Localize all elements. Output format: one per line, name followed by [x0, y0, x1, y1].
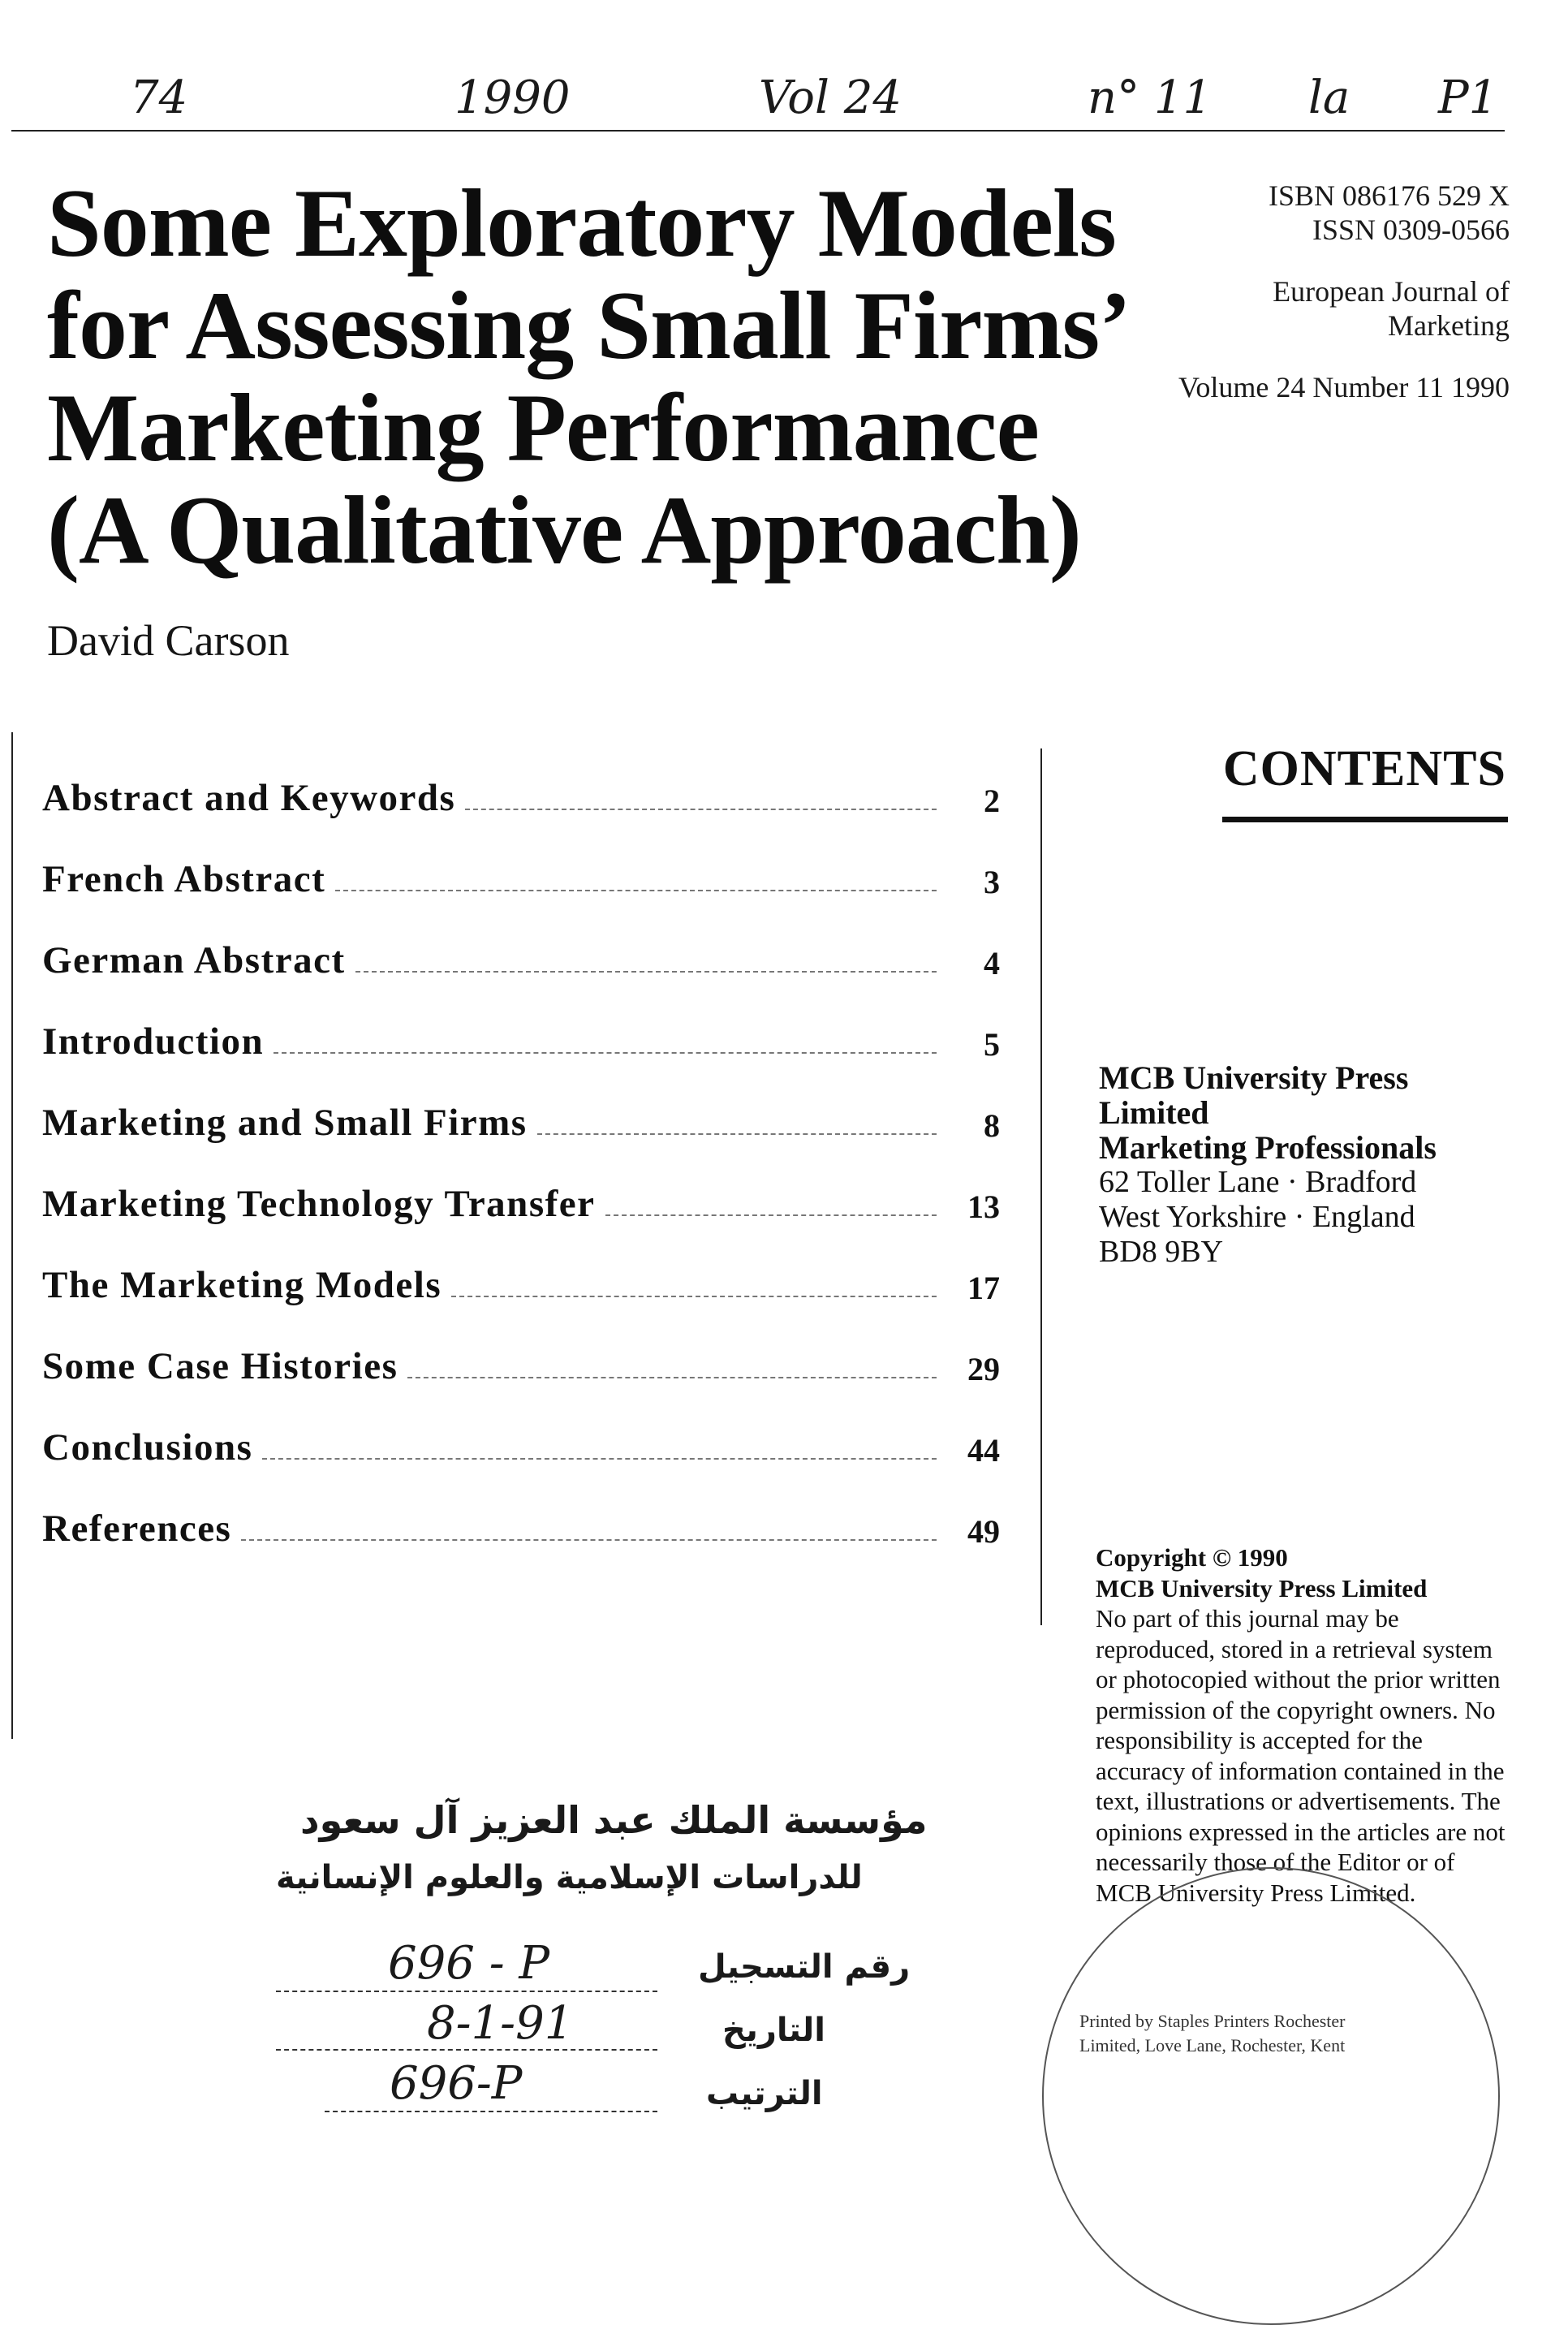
toc-entry-label: Some Case Histories	[42, 1344, 407, 1388]
library-stamp-subtitle: للدراسات الإسلامية والعلوم الإنسانية	[276, 1859, 863, 1896]
journal-name-line1: European Journal of	[1273, 275, 1510, 308]
handwritten-note-volume: Vol 24	[759, 71, 902, 124]
stamp-field-line	[325, 2111, 657, 2112]
toc-entry[interactable]	[42, 1469, 1000, 1551]
contents-heading-rule	[1222, 817, 1508, 822]
toc-entry[interactable]	[42, 1226, 1000, 1307]
toc-entry-page: 5	[984, 1026, 1000, 1063]
publisher-address-line: 62 Toller Lane · Bradford	[1099, 1165, 1417, 1199]
handwritten-note-page: P1	[1438, 71, 1498, 124]
toc-entry-label: Conclusions	[42, 1426, 262, 1469]
left-column-rule	[11, 732, 13, 1739]
stamp-date: 8-1-91	[427, 1997, 574, 2050]
center-column-rule	[1040, 748, 1042, 1625]
stamp-label-order: الترتيب	[706, 2075, 823, 2112]
copyright-notice	[1096, 1542, 1510, 1908]
toc-entry-page: 4	[984, 945, 1000, 981]
toc-entry[interactable]	[42, 1063, 1000, 1145]
toc-entry-page: 3	[984, 864, 1000, 900]
copyright-line: Copyright © 1990	[1096, 1543, 1288, 1572]
toc-entry[interactable]	[42, 982, 1000, 1063]
isbn: ISBN 086176 529 X	[1268, 179, 1510, 212]
toc-leader-dots	[537, 1133, 937, 1135]
toc-leader-dots	[465, 809, 937, 810]
toc-entry-page: 2	[984, 783, 1000, 819]
toc-entry-label: French Abstract	[42, 857, 335, 901]
handwritten-note-year: 1990	[454, 71, 571, 124]
publisher-address-line: West Yorkshire · England	[1099, 1200, 1415, 1234]
title-line: Some Exploratory Models	[47, 169, 1116, 277]
toc-leader-dots	[274, 1052, 937, 1054]
handwritten-note-issue: n° 11	[1088, 71, 1213, 124]
toc-entry[interactable]	[42, 820, 1000, 901]
printer-line: Limited, Love Lane, Rochester, Kent	[1079, 2035, 1346, 2055]
publisher-postcode: BD8 9BY	[1099, 1235, 1224, 1269]
toc-entry-page: 8	[984, 1107, 1000, 1144]
stamp-field-line	[276, 1991, 657, 1992]
printer-credit	[1079, 2009, 1437, 2058]
toc-entry-label: German Abstract	[42, 938, 355, 982]
stamp-label-register: رقم التسجيل	[698, 1948, 911, 1986]
stamp-order-number: 696-P	[390, 2057, 523, 2110]
publisher-name: MCB University Press	[1099, 1059, 1409, 1096]
toc-leader-dots	[241, 1539, 937, 1541]
toc-entry-label: The Marketing Models	[42, 1263, 451, 1307]
author-name: David Carson	[47, 616, 290, 665]
copyright-body: No part of this journal may be reproduced, stored in a retrieval system or photocopied without the prior written permission of the copyright owners. No responsibility is accepted for the accuracy of information contained in the text, illustrations or advertisements. The opinions expressed in the articles are not necessarily those of the Editor or of MCB University Press Limited.	[1096, 1604, 1506, 1907]
stamp-register-number: 696 - P	[388, 1937, 550, 1990]
handwritten-note-language: la	[1308, 71, 1350, 124]
table-of-contents	[42, 739, 1000, 1551]
toc-entry-page: 17	[967, 1270, 1000, 1306]
library-stamp-title: مؤسسة الملك عبد العزيز آل سعود	[300, 1798, 928, 1842]
toc-leader-dots	[355, 971, 937, 973]
copyright-holder: MCB University Press Limited	[1096, 1573, 1428, 1602]
toc-leader-dots	[605, 1214, 937, 1216]
toc-entry[interactable]	[42, 901, 1000, 982]
issn: ISSN 0309-0566	[1312, 214, 1510, 246]
toc-entry-label: References	[42, 1507, 241, 1551]
publisher-block	[1099, 1060, 1521, 1270]
toc-entry-label: Abstract and Keywords	[42, 776, 465, 820]
library-round-stamp	[1042, 1867, 1500, 2325]
title-line: for Assessing Small Firms’	[47, 271, 1131, 379]
toc-leader-dots	[451, 1296, 937, 1297]
volume-info: Volume 24 Number 11 1990	[1178, 371, 1510, 403]
toc-entry-label: Marketing and Small Firms	[42, 1101, 537, 1145]
toc-leader-dots	[335, 890, 937, 891]
printer-line: Printed by Staples Printers Rochester	[1079, 2011, 1346, 2031]
toc-entry-page: 49	[967, 1513, 1000, 1550]
toc-leader-dots	[407, 1377, 937, 1378]
title-line: Marketing Performance	[47, 373, 1039, 481]
publication-info	[1055, 179, 1510, 404]
toc-entry[interactable]	[42, 1145, 1000, 1226]
contents-heading: CONTENTS	[1222, 741, 1506, 796]
toc-entry-page: 29	[967, 1351, 1000, 1387]
title-line: (A Qualitative Approach)	[47, 476, 1081, 584]
toc-entry-label: Marketing Technology Transfer	[42, 1182, 605, 1226]
toc-entry[interactable]	[42, 1388, 1000, 1469]
handwritten-note-number: 74	[130, 71, 188, 124]
toc-entry[interactable]	[42, 1307, 1000, 1388]
journal-name-line2: Marketing	[1388, 309, 1510, 342]
toc-entry-page: 13	[967, 1188, 1000, 1225]
stamp-label-date: التاريخ	[722, 2012, 825, 2049]
article-title	[47, 169, 1200, 584]
toc-entry-label: Introduction	[42, 1020, 274, 1063]
toc-entry[interactable]	[42, 739, 1000, 820]
publisher-name-suffix: Limited	[1099, 1094, 1209, 1131]
header-rule	[11, 130, 1505, 132]
toc-leader-dots	[262, 1458, 937, 1460]
toc-entry-page: 44	[967, 1432, 1000, 1469]
publisher-division: Marketing Professionals	[1099, 1129, 1437, 1166]
